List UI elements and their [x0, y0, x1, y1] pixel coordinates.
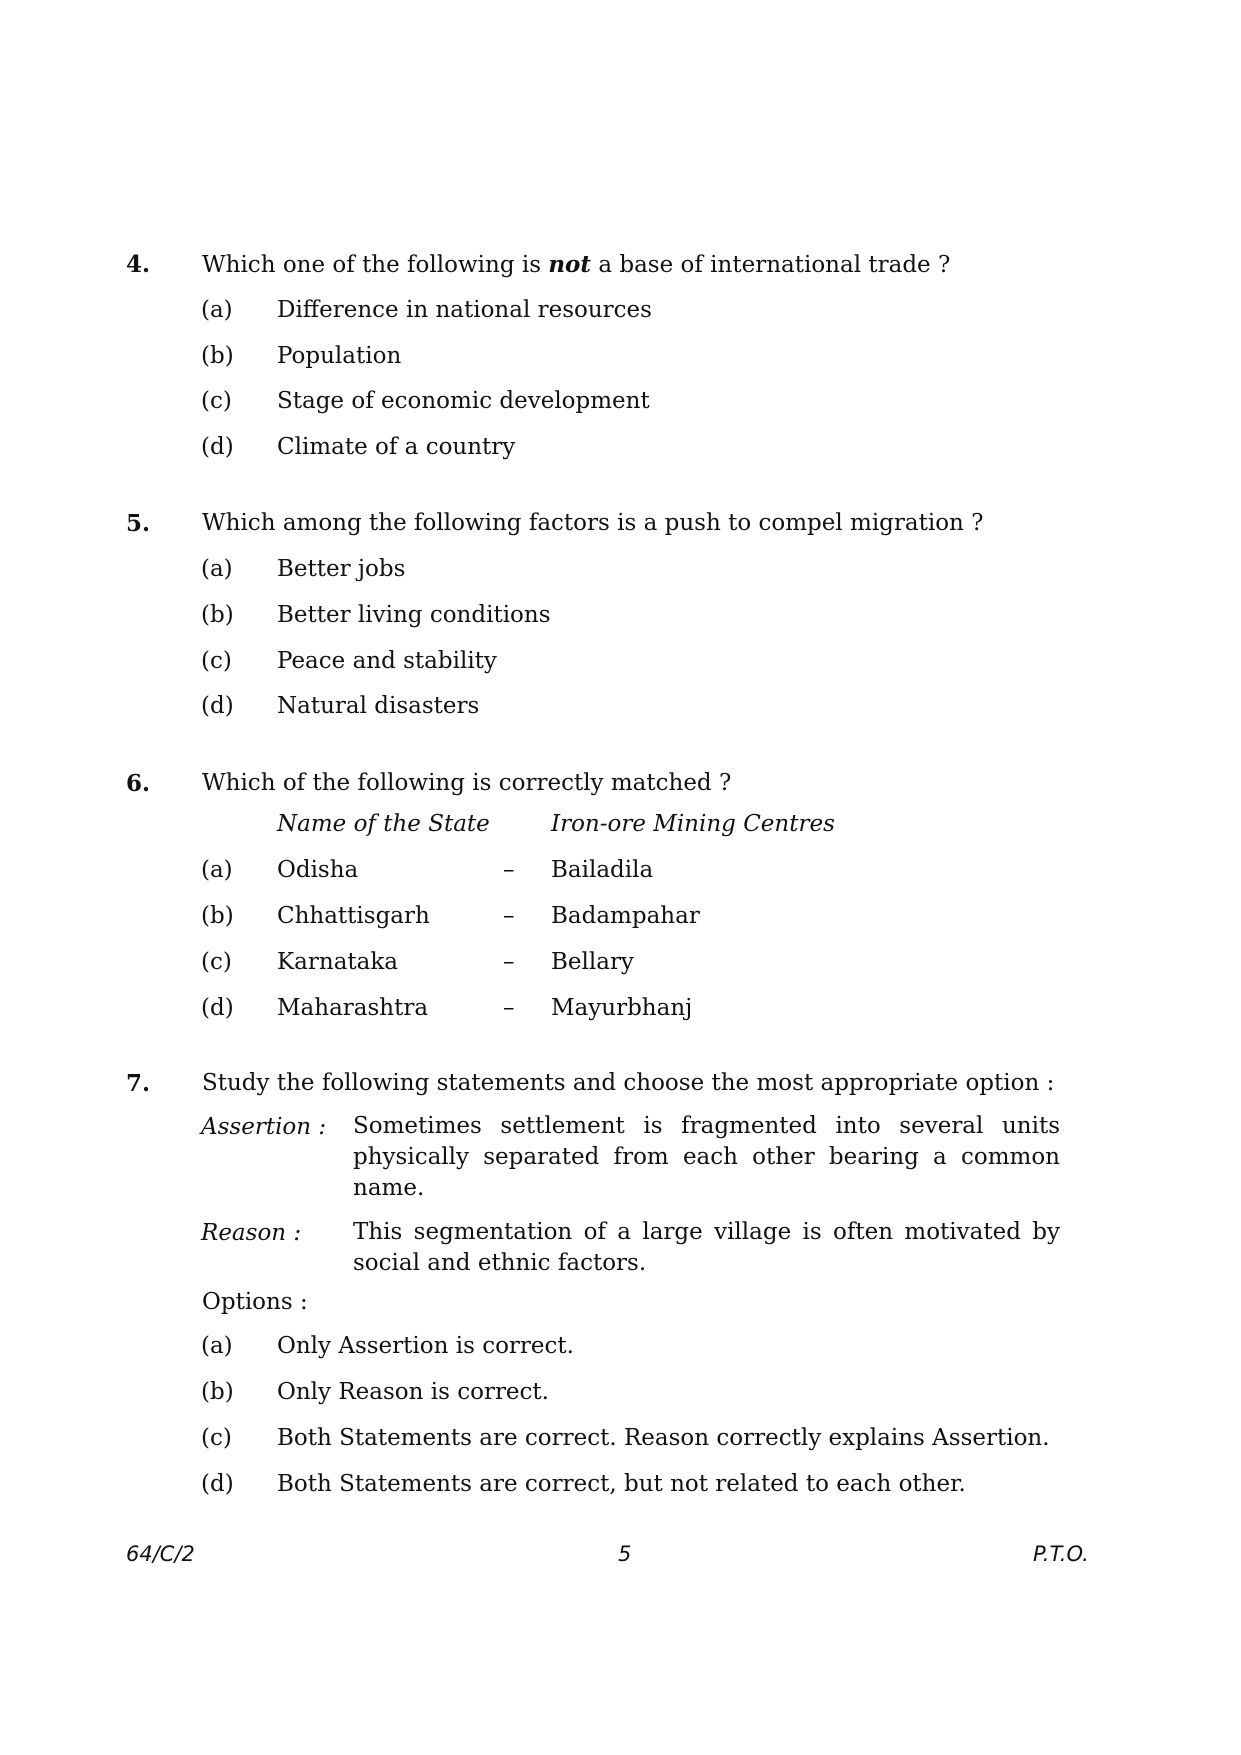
option-letter: (d): [201, 1471, 234, 1497]
options-label: Options :: [202, 1289, 308, 1315]
question-text: Which among the following factors is a push to compel migration ?: [202, 510, 984, 536]
option-letter: (c): [201, 388, 232, 414]
option-letter: (c): [201, 949, 232, 975]
option-text: Both Statements are correct, but not related to each other.: [277, 1471, 966, 1497]
question-number: 5.: [126, 510, 151, 537]
question-text: Which of the following is correctly matched ?: [202, 770, 732, 796]
pto-marker: P.T.O.: [1033, 1542, 1089, 1566]
column-header-state: Name of the State: [277, 811, 490, 837]
option-text: Better living conditions: [277, 602, 551, 628]
option-text: Both Statements are correct. Reason correctly explains Assertion.: [277, 1425, 1050, 1451]
page-number: 5: [618, 1542, 632, 1566]
question-number: 7.: [126, 1070, 151, 1097]
question-text: Which one of the following is not a base of international trade ?: [202, 251, 951, 278]
option-letter: (b): [201, 343, 234, 369]
paper-code: 64/C/2: [126, 1542, 195, 1566]
option-centre: Bellary: [551, 949, 634, 975]
option-dash: –: [503, 995, 515, 1021]
option-centre: Mayurbhanj: [551, 995, 693, 1021]
option-state: Chhattisgarh: [277, 903, 430, 929]
option-centre: Badampahar: [551, 903, 700, 929]
reason-label: Reason :: [201, 1220, 302, 1246]
option-text: Only Assertion is correct.: [277, 1333, 574, 1359]
option-letter: (b): [201, 903, 234, 929]
option-letter: (d): [201, 693, 234, 719]
option-text: Only Reason is correct.: [277, 1379, 549, 1405]
option-text: Population: [277, 343, 402, 369]
option-letter: (c): [201, 1425, 232, 1451]
option-text: Climate of a country: [277, 434, 516, 460]
assertion-label: Assertion :: [201, 1114, 327, 1140]
emphasis-text: not: [548, 251, 592, 278]
option-dash: –: [503, 949, 515, 975]
option-text: Natural disasters: [277, 693, 480, 719]
option-text: Better jobs: [277, 556, 406, 582]
question-number: 6.: [126, 770, 151, 797]
option-letter: (b): [201, 1379, 234, 1405]
question-number: 4.: [126, 251, 151, 278]
question-text: Study the following statements and choose the most appropriate option :: [202, 1070, 1055, 1096]
option-letter: (d): [201, 434, 234, 460]
column-header-centres: Iron-ore Mining Centres: [551, 811, 835, 837]
option-text: Peace and stability: [277, 648, 497, 674]
reason-text: This segmentation of a large village is often motivated by social and ethnic factors.: [353, 1219, 1060, 1276]
option-text: Difference in national resources: [277, 297, 652, 323]
option-dash: –: [503, 903, 515, 929]
option-letter: (b): [201, 602, 234, 628]
option-letter: (a): [201, 857, 233, 883]
option-dash: –: [503, 857, 515, 883]
option-state: Maharashtra: [277, 995, 429, 1021]
option-text: Stage of economic development: [277, 388, 650, 414]
option-letter: (a): [201, 297, 233, 323]
option-letter: (c): [201, 648, 232, 674]
option-letter: (d): [201, 995, 234, 1021]
option-state: Odisha: [277, 857, 359, 883]
option-state: Karnataka: [277, 949, 399, 975]
option-centre: Bailadila: [551, 857, 654, 883]
option-letter: (a): [201, 1333, 233, 1359]
assertion-text: Sometimes settlement is fragmented into several units physically separated from each other bearing a common name.: [353, 1113, 1060, 1201]
option-letter: (a): [201, 556, 233, 582]
